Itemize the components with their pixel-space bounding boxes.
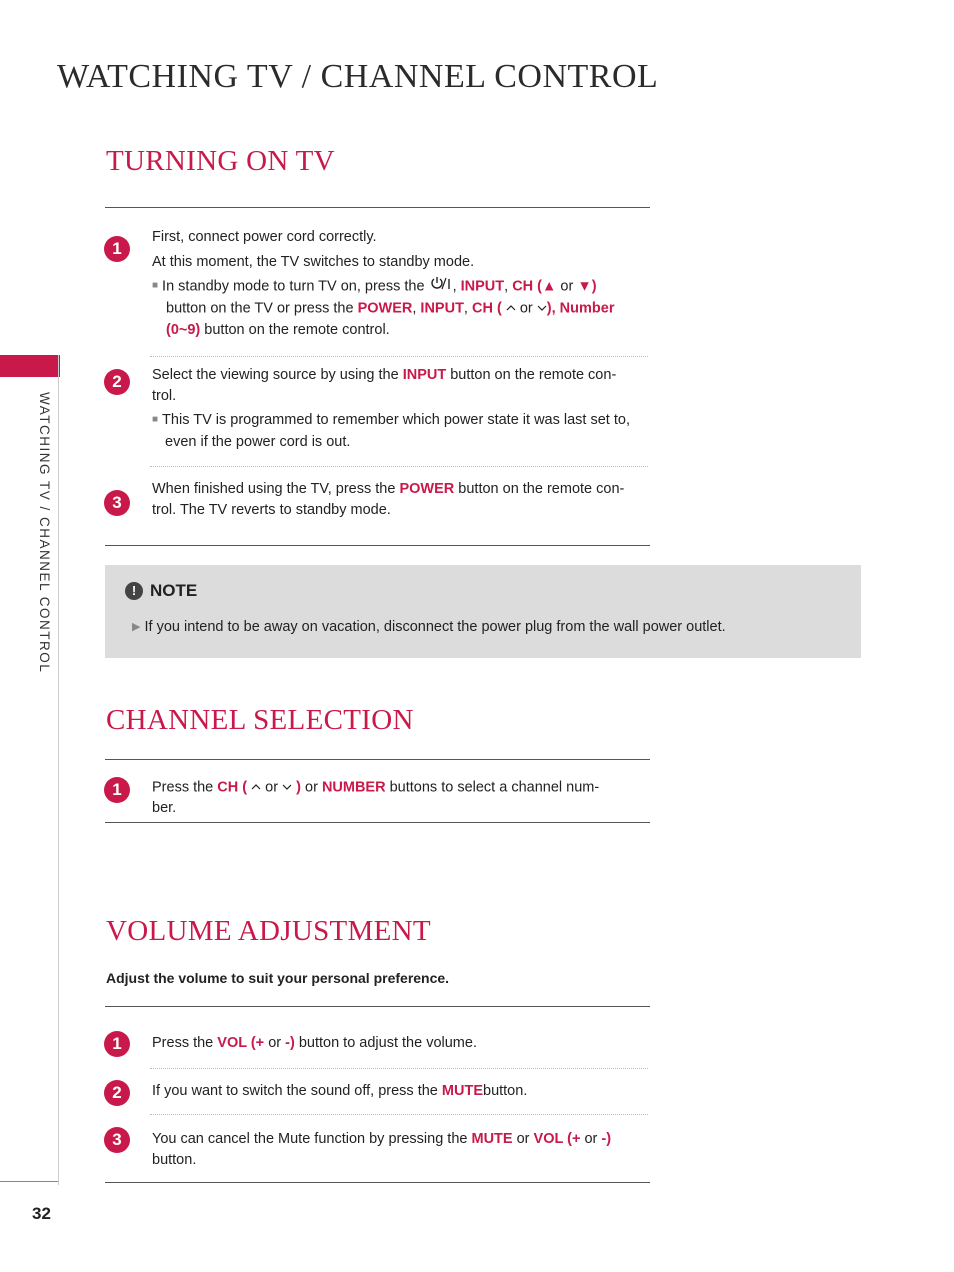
volume-step-3-text — [152, 1129, 652, 1171]
step-divider — [150, 1114, 648, 1115]
note-arrow-icon: ▶ — [132, 621, 141, 633]
channel-step-1-line-1: Press the CH ( or ) or NUMBER buttons to select a channel num- — [152, 777, 652, 798]
step-number-badge: 1 — [104, 1031, 130, 1057]
step-number-badge: 3 — [104, 1127, 130, 1153]
note-label: NOTE — [150, 581, 198, 600]
step-divider — [150, 1068, 648, 1069]
step-3-text — [152, 479, 652, 521]
step-1-bullet: ■ In standby mode to turn TV on, press the , INPUT, CH (▲ or ▼) — [152, 276, 652, 298]
note-text: If you intend to be away on vacation, disconnect the power plug from the wall power outlet. — [144, 619, 726, 635]
turning-on-title: TURNING ON TV — [106, 145, 335, 177]
channel-step-1-line-2: ber. — [152, 800, 177, 817]
page-title: WATCHING TV / CHANNEL CONTROL — [57, 58, 659, 95]
step-2-bullet-line-2: even if the power cord is out. — [165, 434, 351, 450]
channel-selection-title: CHANNEL SELECTION — [106, 704, 414, 736]
note-text-line — [132, 617, 852, 639]
section-rule — [105, 207, 650, 208]
step-2-line-2: trol. — [152, 388, 177, 404]
chevron-up-icon — [251, 777, 261, 798]
up-arrow-icon: ▲ — [542, 278, 557, 295]
step-number-badge: 1 — [104, 236, 130, 262]
step-divider — [150, 466, 648, 467]
step-1-bullet-line-3: (0~9) button on the remote control. — [166, 321, 390, 338]
side-section-label: WATCHING TV / CHANNEL CONTROL — [37, 392, 52, 674]
page-number: 32 — [32, 1204, 51, 1223]
exclamation-icon: ! — [125, 582, 143, 600]
section-rule — [105, 822, 650, 823]
chevron-down-icon — [282, 777, 292, 798]
side-tab-marker — [0, 355, 60, 377]
section-rule — [105, 759, 650, 760]
step-1-line-2: At this moment, the TV switches to standby mode. — [152, 254, 475, 270]
step-1-bullet-line-2: button on the TV or press the POWER, INPUT, CH ( or ), Number — [152, 298, 652, 319]
bullet-square-icon: ■ — [152, 414, 159, 425]
volume-adjustment-title: VOLUME ADJUSTMENT — [106, 915, 431, 947]
step-number-badge: 2 — [104, 369, 130, 395]
section-rule — [105, 1006, 650, 1007]
step-3-line-2: trol. The TV reverts to standby mode. — [152, 502, 391, 518]
volume-step-3-line-2: button. — [152, 1152, 197, 1168]
step-1-line-1: First, connect power cord correctly. — [152, 229, 377, 245]
page-number-rule — [0, 1181, 58, 1182]
section-rule — [105, 1182, 650, 1183]
volume-step-2-text: If you want to switch the sound off, press the MUTEbutton. — [152, 1083, 528, 1099]
bullet-square-icon: ■ — [152, 280, 159, 292]
step-number-badge: 3 — [104, 490, 130, 516]
volume-step-1-text: Press the VOL (+ or -) button to adjust the volume. — [152, 1035, 477, 1051]
volume-step-3-line-1: You can cancel the Mute function by pressing the MUTE or VOL (+ or -) — [152, 1131, 612, 1147]
step-number-badge: 2 — [104, 1080, 130, 1106]
step-3-line-1: When finished using the TV, press the POWER button on the remote con- — [152, 481, 625, 497]
volume-intro: Adjust the volume to suit your personal preference. — [106, 970, 450, 986]
chevron-up-icon — [506, 298, 516, 319]
step-1-text — [152, 227, 652, 341]
power-standby-icon — [429, 276, 453, 297]
section-rule — [105, 545, 650, 546]
step-2-bullet: ■ This TV is programmed to remember which power state it was last set to, — [152, 412, 630, 428]
step-2-line-1: Select the viewing source by using the INPUT button on the remote con- — [152, 367, 617, 383]
step-divider — [150, 356, 648, 357]
channel-step-1-text — [152, 777, 652, 819]
side-divider — [58, 355, 59, 1185]
note-box — [105, 565, 861, 658]
step-2-text — [152, 365, 652, 453]
chevron-down-icon — [537, 298, 547, 319]
step-number-badge: 1 — [104, 777, 130, 803]
